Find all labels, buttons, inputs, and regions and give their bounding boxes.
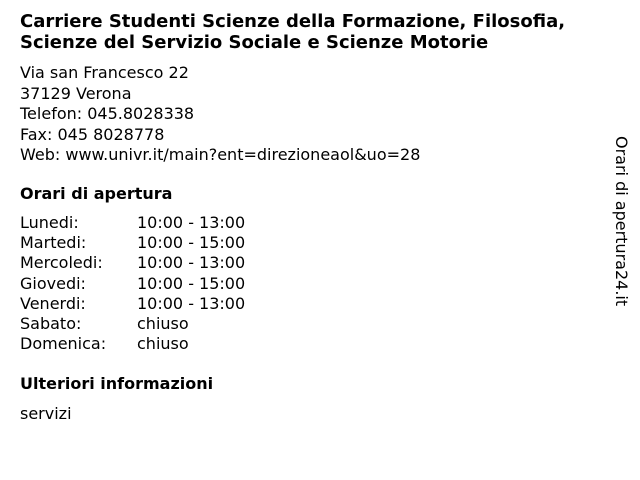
hours-time: 10:00 - 15:00	[137, 273, 246, 293]
hours-row-giovedi	[20, 274, 245, 294]
hours-row-mercoledi	[20, 253, 245, 273]
hours-time: 10:00 - 13:00	[137, 293, 246, 313]
brand-watermark: Orari di apertura24.it	[612, 136, 631, 307]
address-street: Via san Francesco 22	[20, 63, 189, 82]
hours-time: chiuso	[137, 334, 189, 354]
hours-day: Sabato:	[20, 314, 82, 334]
hours-row-martedi	[20, 233, 245, 253]
opening-hours-table	[20, 213, 245, 354]
hours-row-lunedi	[20, 213, 245, 233]
hours-day: Giovedi:	[20, 273, 86, 293]
hours-row-venerdi	[20, 294, 245, 314]
fax-number: Fax: 045 8028778	[20, 124, 165, 144]
hours-time: 10:00 - 13:00	[137, 253, 246, 273]
hours-day: Lunedi:	[20, 213, 79, 232]
hours-time: chiuso	[137, 314, 189, 334]
hours-day: Mercoledi:	[20, 253, 103, 273]
hours-time: 10:00 - 13:00	[137, 213, 246, 232]
page-title: Carriere Studenti Scienze della Formazione, Filosofia, Scienze del Servizio Sociale e Scienze Motorie	[20, 11, 566, 53]
more-info-text: servizi	[20, 404, 72, 423]
more-info-heading: Ulteriori informazioni	[20, 374, 214, 393]
hours-day: Venerdi:	[20, 293, 86, 313]
address-city: 37129 Verona	[20, 83, 132, 103]
hours-day: Domenica:	[20, 334, 107, 354]
hours-time: 10:00 - 15:00	[137, 233, 246, 253]
phone-number[interactable]: Telefon: 045.8028338	[20, 104, 195, 123]
address-block	[20, 63, 420, 166]
hours-row-sabato	[20, 314, 245, 334]
opening-hours-heading: Orari di apertura	[20, 184, 173, 203]
website-link[interactable]: Web: www.univr.it/main?ent=direzioneaol&uo=28	[20, 145, 421, 164]
hours-row-domenica	[20, 334, 245, 354]
hours-day: Martedi:	[20, 233, 87, 253]
